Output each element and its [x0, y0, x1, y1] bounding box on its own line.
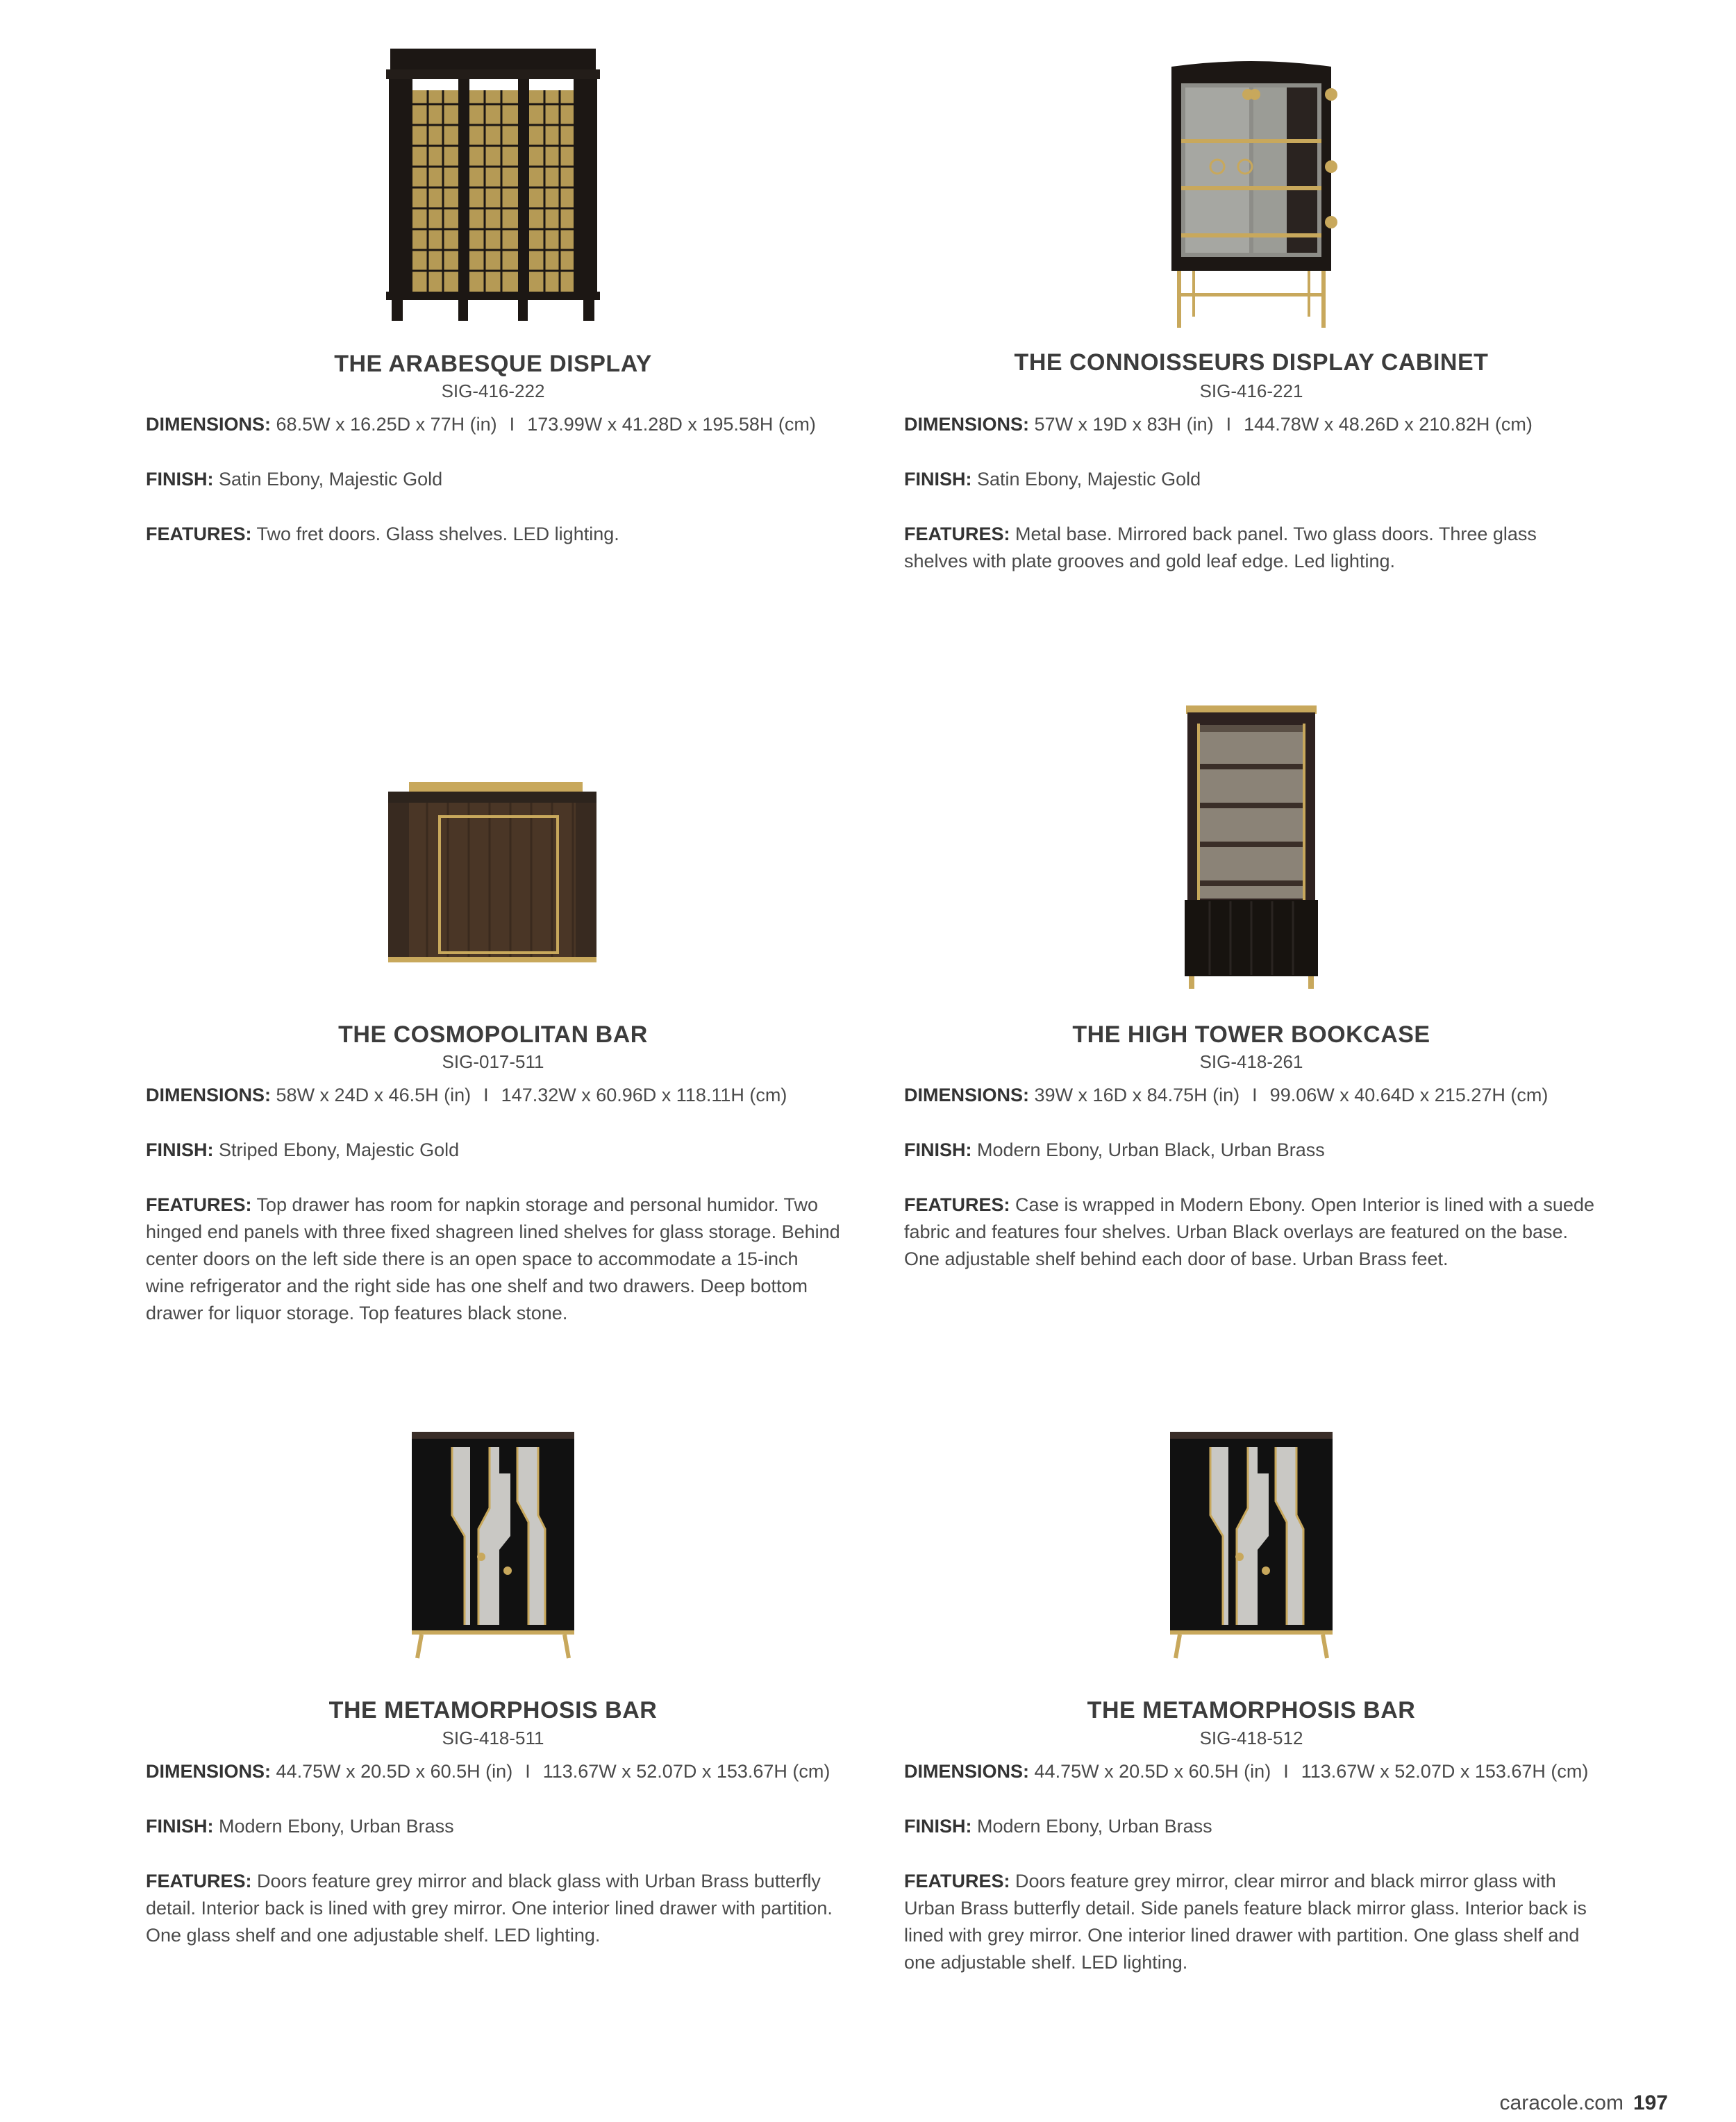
features-line	[146, 1192, 840, 1327]
features-label: FEATURES:	[904, 524, 1010, 544]
dimensions-cm: 113.67W x 52.07D x 153.67H (cm)	[1301, 1761, 1589, 1782]
dimensions-separator: I	[525, 1761, 531, 1782]
high-tower-bookcase-image	[904, 705, 1599, 990]
cosmopolitan-bar-image	[146, 782, 840, 969]
dimensions-in: 39W x 16D x 84.75H (in)	[1034, 1085, 1240, 1105]
dimensions-separator: I	[1283, 1761, 1289, 1782]
dimensions-cm: 99.06W x 40.64D x 215.27H (cm)	[1269, 1085, 1549, 1105]
site-link[interactable]: caracole.com	[1499, 2091, 1624, 2114]
features-line	[904, 1868, 1599, 1976]
features-line	[146, 521, 840, 548]
features-label: FEATURES:	[904, 1194, 1010, 1215]
dimensions-separator: I	[483, 1085, 489, 1105]
features-value: Doors feature grey mirror, clear mirror and black mirror glass with Urban Brass butterfly detail. Side panels feature black mirror glass. Interior back is lined with grey mirror. One interior lined drawer with partition. One glass shelf and one adjustable shelf. LED lighting.	[904, 1871, 1587, 1973]
dimensions-label: DIMENSIONS:	[146, 414, 272, 435]
dimensions-label: DIMENSIONS:	[904, 414, 1030, 435]
dimensions-line	[146, 1758, 840, 1785]
dimensions-in: 44.75W x 20.5D x 60.5H (in)	[276, 1761, 513, 1782]
metamorphosis-bar-image	[146, 1432, 840, 1661]
features-line	[904, 1192, 1599, 1273]
product-sku: SIG-416-222	[441, 381, 545, 401]
dimensions-in: 58W x 24D x 46.5H (in)	[276, 1085, 471, 1105]
product-sku: SIG-418-511	[442, 1728, 544, 1748]
page-number: 197	[1633, 2091, 1668, 2114]
product-sku: SIG-418-512	[1199, 1728, 1303, 1748]
product-title: THE METAMORPHOSIS BAR	[1087, 1697, 1416, 1723]
finish-line	[146, 1813, 840, 1840]
product-title: THE COSMOPOLITAN BAR	[338, 1021, 648, 1048]
finish-label: FINISH:	[146, 469, 214, 490]
features-value: Doors feature grey mirror and black glass with Urban Brass butterfly detail. Interior back is lined with grey mirror. One interior lined drawer with partition. One glass shelf and one adjustable shelf. LED lighting.	[146, 1871, 833, 1946]
product-sku: SIG-418-261	[1199, 1051, 1303, 1072]
arabesque-display-image	[146, 49, 840, 326]
dimensions-line	[146, 411, 840, 438]
dimensions-line	[904, 411, 1599, 438]
finish-line	[904, 466, 1599, 493]
dimensions-cm: 113.67W x 52.07D x 153.67H (cm)	[542, 1761, 831, 1782]
features-label: FEATURES:	[146, 1194, 252, 1215]
finish-value: Satin Ebony, Majestic Gold	[977, 469, 1201, 490]
product-sku: SIG-017-511	[442, 1051, 544, 1072]
features-line	[904, 521, 1599, 575]
finish-label: FINISH:	[146, 1139, 214, 1160]
dimensions-line	[904, 1758, 1599, 1785]
dimensions-in: 57W x 19D x 83H (in)	[1034, 414, 1214, 435]
page-footer	[1500, 2091, 1668, 2115]
product-title: THE HIGH TOWER BOOKCASE	[1072, 1021, 1430, 1048]
dimensions-label: DIMENSIONS:	[146, 1761, 272, 1782]
metamorphosis-bar-image	[904, 1432, 1599, 1661]
dimensions-label: DIMENSIONS:	[904, 1085, 1030, 1105]
dimensions-line	[146, 1082, 840, 1109]
dimensions-line	[904, 1082, 1599, 1109]
product-title: THE CONNOISSEURS DISPLAY CABINET	[1014, 349, 1489, 376]
dimensions-cm: 144.78W x 48.26D x 210.82H (cm)	[1244, 414, 1533, 435]
finish-value: Modern Ebony, Urban Brass	[219, 1816, 454, 1837]
features-label: FEATURES:	[904, 1871, 1010, 1891]
features-label: FEATURES:	[146, 1871, 252, 1891]
finish-line	[904, 1813, 1599, 1840]
finish-value: Striped Ebony, Majestic Gold	[219, 1139, 460, 1160]
features-value: Metal base. Mirrored back panel. Two glass doors. Three glass shelves with plate grooves and gold leaf edge. Led lighting.	[904, 524, 1537, 571]
connoisseurs-cabinet-image	[904, 56, 1599, 333]
finish-line	[146, 466, 840, 493]
dimensions-in: 68.5W x 16.25D x 77H (in)	[276, 414, 497, 435]
finish-label: FINISH:	[904, 1816, 972, 1837]
finish-value: Modern Ebony, Urban Black, Urban Brass	[977, 1139, 1325, 1160]
dimensions-label: DIMENSIONS:	[904, 1761, 1030, 1782]
features-value: Top drawer has room for napkin storage and personal humidor. Two hinged end panels with three fixed shagreen lined shelves for glass storage. Behind center doors on the left side there is an open space to accommodate a 15-inch wine refrigerator and the right side has one shelf and two drawers. Deep bottom drawer for liquor storage. Top features black stone.	[146, 1194, 840, 1323]
dimensions-in: 44.75W x 20.5D x 60.5H (in)	[1034, 1761, 1271, 1782]
features-value: Two fret doors. Glass shelves. LED lighting.	[256, 524, 619, 544]
finish-value: Modern Ebony, Urban Brass	[977, 1816, 1212, 1837]
dimensions-label: DIMENSIONS:	[146, 1085, 272, 1105]
dimensions-separator: I	[509, 414, 515, 435]
finish-label: FINISH:	[904, 1139, 972, 1160]
finish-value: Satin Ebony, Majestic Gold	[219, 469, 443, 490]
dimensions-separator: I	[1252, 1085, 1258, 1105]
dimensions-cm: 147.32W x 60.96D x 118.11H (cm)	[501, 1085, 787, 1105]
features-value: Case is wrapped in Modern Ebony. Open Interior is lined with a suede fabric and features four shelves. Urban Black overlays are featured on the base. One adjustable shelf behind each door of base. Urban Brass feet.	[904, 1194, 1594, 1269]
finish-label: FINISH:	[904, 469, 972, 490]
product-title: THE METAMORPHOSIS BAR	[328, 1697, 658, 1723]
finish-label: FINISH:	[146, 1816, 214, 1837]
product-sku: SIG-416-221	[1199, 381, 1303, 401]
dimensions-separator: I	[1226, 414, 1232, 435]
features-line	[146, 1868, 840, 1949]
finish-line	[904, 1137, 1599, 1164]
features-label: FEATURES:	[146, 524, 252, 544]
dimensions-cm: 173.99W x 41.28D x 195.58H (cm)	[527, 414, 816, 435]
product-title: THE ARABESQUE DISPLAY	[334, 351, 652, 377]
finish-line	[146, 1137, 840, 1164]
